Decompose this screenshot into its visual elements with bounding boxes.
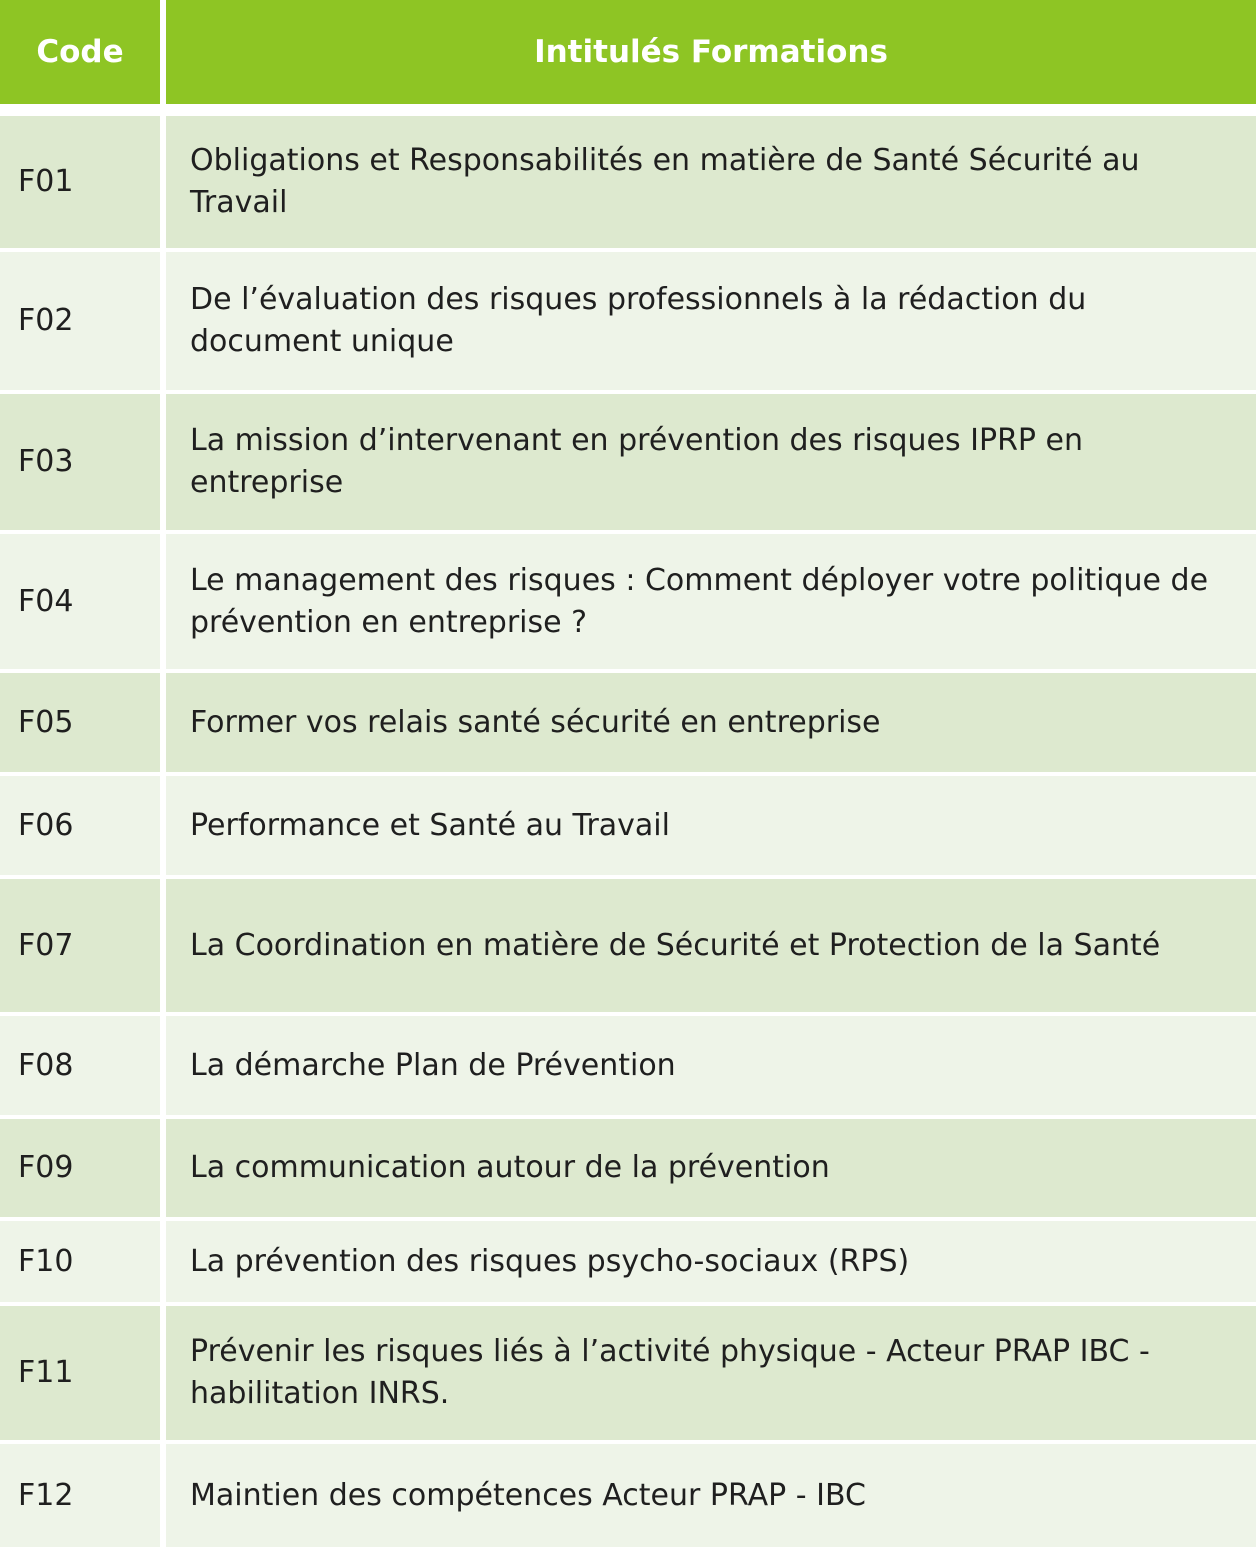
row-code: F08: [0, 1016, 160, 1115]
header-code: Code: [36, 34, 124, 70]
row-code: F05: [0, 673, 160, 772]
header-gap: [0, 104, 1256, 116]
table-row: [0, 879, 1256, 1012]
row-code: F09: [0, 1119, 160, 1217]
row-title: Maintien des compétences Acteur PRAP - IBC: [166, 1444, 1256, 1547]
row-code: F11: [0, 1306, 160, 1440]
header-title: Intitulés Formations: [534, 34, 888, 70]
row-title: Former vos relais santé sécurité en entreprise: [166, 673, 1256, 772]
table-row: [0, 1306, 1256, 1440]
table-row: [0, 394, 1256, 530]
row-code: F06: [0, 776, 160, 875]
row-code: F12: [0, 1444, 160, 1547]
row-title: La Coordination en matière de Sécurité et Protection de la Santé: [166, 879, 1256, 1012]
table-row: [0, 1119, 1256, 1217]
table-row: [0, 1444, 1256, 1547]
row-code: F03: [0, 394, 160, 530]
row-title: Performance et Santé au Travail: [166, 776, 1256, 875]
table-row: [0, 1221, 1256, 1302]
row-code: F04: [0, 534, 160, 669]
row-title: La communication autour de la prévention: [166, 1119, 1256, 1217]
row-title: La démarche Plan de Prévention: [166, 1016, 1256, 1115]
row-code: F01: [0, 116, 160, 248]
row-title: La mission d’intervenant en prévention des risques IPRP en entreprise: [166, 394, 1256, 530]
table-row: [0, 673, 1256, 772]
table-row: [0, 252, 1256, 390]
table-row: [0, 1016, 1256, 1115]
row-code: F10: [0, 1221, 160, 1302]
row-title: De l’évaluation des risques professionnels à la rédaction du document unique: [166, 252, 1256, 390]
table-header: [0, 0, 1256, 104]
row-title: Prévenir les risques liés à l’activité physique - Acteur PRAP IBC - habilitation INRS.: [166, 1306, 1256, 1440]
row-title: Le management des risques : Comment déployer votre politique de prévention en entreprise ?: [166, 534, 1256, 669]
row-title: La prévention des risques psycho-sociaux (RPS): [166, 1221, 1256, 1302]
row-title: Obligations et Responsabilités en matière de Santé Sécurité au Travail: [166, 116, 1256, 248]
table-row: [0, 534, 1256, 669]
row-code: F02: [0, 252, 160, 390]
row-code: F07: [0, 879, 160, 1012]
table-row: [0, 116, 1256, 248]
table-row: [0, 776, 1256, 875]
